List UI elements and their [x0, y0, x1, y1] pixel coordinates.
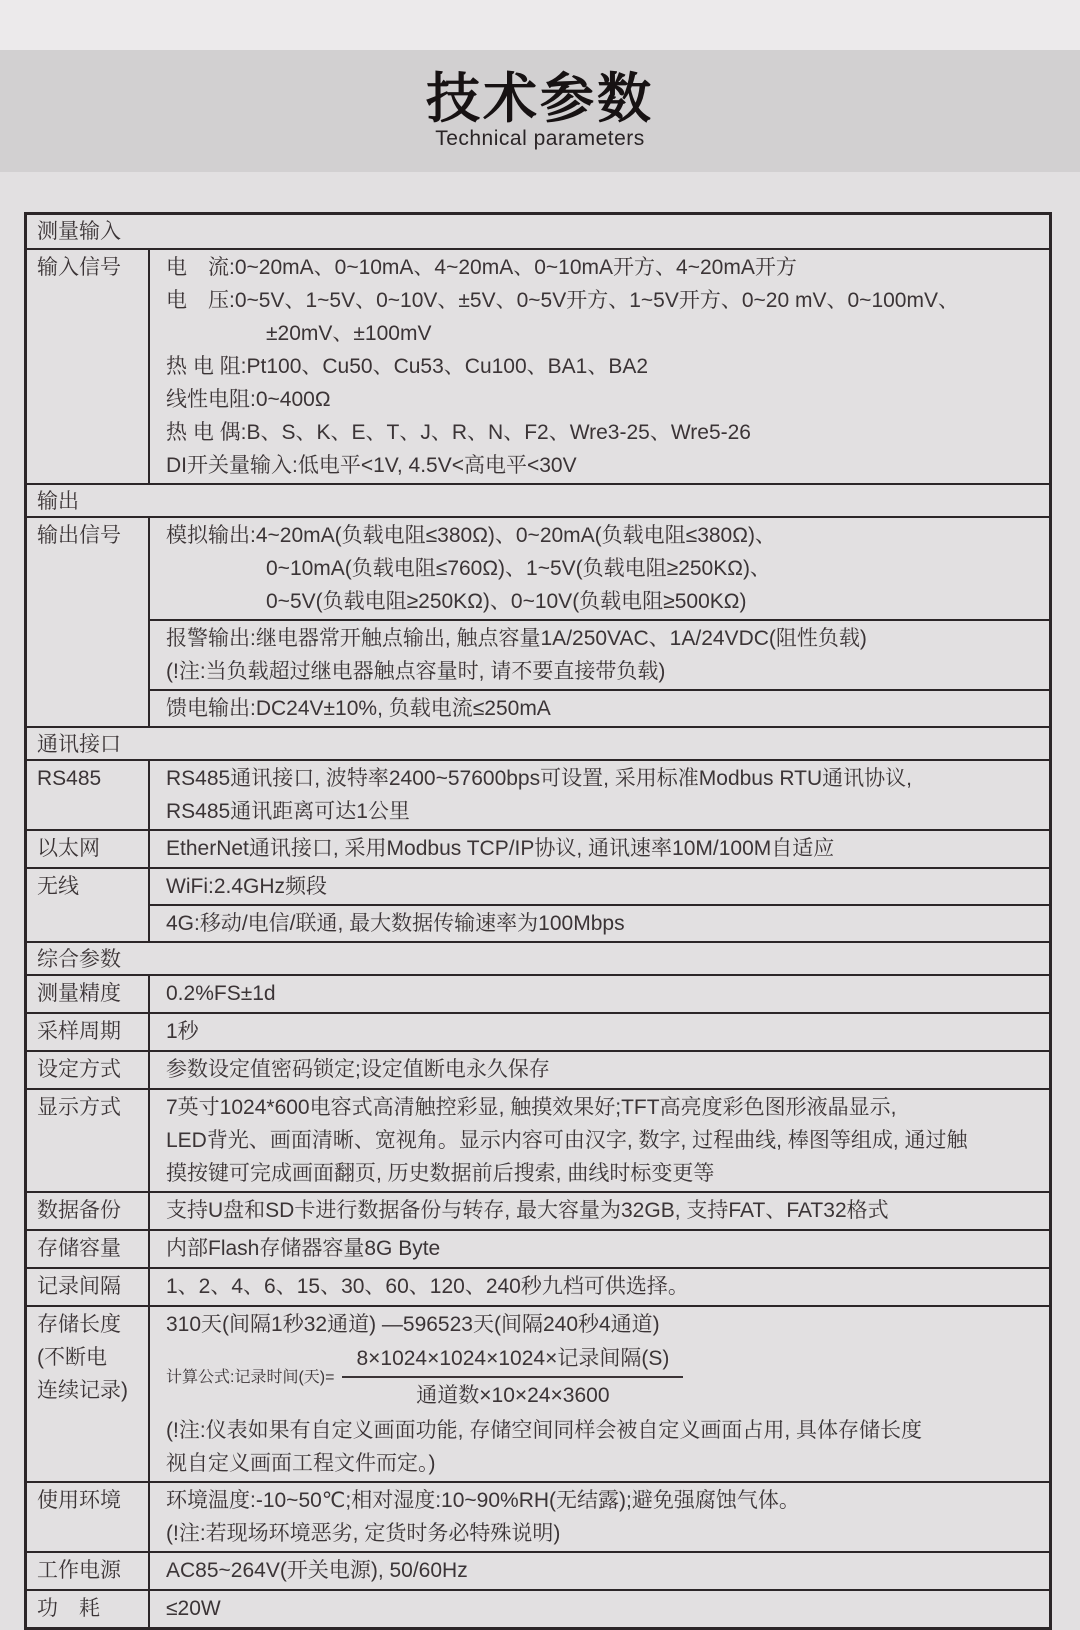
row-content-environment — [150, 1483, 1049, 1551]
row-label-backup: 数据备份 — [27, 1193, 150, 1229]
text-line: 0~5V(负载电阻≥250KΩ)、0~10V(负载电阻≥500KΩ) — [266, 590, 747, 613]
text-line: RS485通讯接口, 波特率2400~57600bps可设置, 采用标准Modbus RTU通讯协议, — [166, 767, 912, 790]
label-line: 连续记录) — [37, 1379, 128, 1402]
row-label-wireless: 无线 — [27, 869, 150, 941]
title-band — [0, 50, 1080, 172]
row-label-capacity: 存储容量 — [27, 1231, 150, 1267]
row-label-input-signal: 输入信号 — [27, 250, 150, 483]
row-label-accuracy: 测量精度 — [27, 976, 150, 1012]
label-line: 存储长度 — [37, 1313, 121, 1336]
spec-row-backup — [27, 1191, 1049, 1229]
text-line: 电 压:0~5V、1~5V、0~10V、±5V、0~5V开方、1~5V开方、0~20 mV、0~100mV、 — [166, 289, 959, 312]
row-label-power: 工作电源 — [27, 1553, 150, 1589]
text-line: 310天(间隔1秒32通道) —596523天(间隔240秒4通道) — [166, 1313, 660, 1336]
section-row-measure-input: 测量输入 — [37, 220, 121, 243]
subcell-feed-output — [150, 689, 1049, 726]
text-line: 环境温度:-10~50℃;相对湿度:10~90%RH(无结露);避免强腐蚀气体。 — [166, 1489, 800, 1512]
row-content-rs485 — [150, 761, 1049, 829]
text-line: 1、2、4、6、15、30、60、120、240秒九档可供选择。 — [166, 1275, 689, 1298]
text-line: 视自定义画面工程文件而定。) — [166, 1452, 436, 1475]
page-subtitle: Technical parameters — [435, 127, 645, 150]
row-label-environment: 使用环境 — [27, 1483, 150, 1551]
text-line: 模拟输出:4~20mA(负载电阻≤380Ω)、0~20mA(负载电阻≤380Ω)、 — [166, 524, 776, 547]
spec-row-wireless — [27, 867, 1049, 941]
row-label-storage-length — [27, 1307, 150, 1481]
text-line: 0~10mA(负载电阻≤760Ω)、1~5V(负载电阻≥250KΩ)、 — [266, 557, 771, 580]
text-line: 1秒 — [166, 1020, 199, 1043]
text-line: 7英寸1024*600电容式高清触控彩显, 触摸效果好;TFT高亮度彩色图形液晶显示, — [166, 1096, 897, 1119]
text-line: AC85~264V(开关电源), 50/60Hz — [166, 1559, 468, 1582]
text-line: 内部Flash存储器容量8G Byte — [166, 1237, 441, 1260]
text-line: 线性电阻:0~400Ω — [166, 388, 331, 411]
text-line: (!注:若现场环境恶劣, 定货时务必特殊说明) — [166, 1522, 561, 1545]
row-content-power — [150, 1553, 1049, 1589]
text-line: 热 电 阻:Pt100、Cu50、Cu53、Cu100、BA1、BA2 — [166, 355, 649, 378]
text-line: 电 流:0~20mA、0~10mA、4~20mA、0~10mA开方、4~20mA开方 — [166, 256, 797, 279]
text-line: 支持U盘和SD卡进行数据备份与转存, 最大容量为32GB, 支持FAT、FAT32格式 — [166, 1199, 889, 1222]
spec-table — [24, 212, 1052, 1630]
formula-numerator: 8×1024×1024×1024×记录间隔(S) — [342, 1345, 683, 1378]
row-label-consumption: 功 耗 — [27, 1591, 150, 1627]
spec-row-setting — [27, 1050, 1049, 1088]
row-content-wireless — [150, 869, 1049, 941]
subcell-wifi — [150, 869, 1049, 904]
text-line: LED背光、画面清晰、宽视角。显示内容可由汉字, 数字, 过程曲线, 棒图等组成, 通过触 — [166, 1129, 968, 1152]
row-label-setting: 设定方式 — [27, 1052, 150, 1088]
row-content-backup — [150, 1193, 1049, 1229]
row-content-input-signal — [150, 250, 1049, 483]
text-line: 参数设定值密码锁定;设定值断电永久保存 — [166, 1058, 550, 1081]
label-line: (不断电 — [37, 1346, 107, 1369]
row-content-capacity — [150, 1231, 1049, 1267]
spec-row-environment — [27, 1481, 1049, 1551]
row-content-consumption — [150, 1591, 1049, 1627]
text-line: EtherNet通讯接口, 采用Modbus TCP/IP协议, 通讯速率10M/100M自适应 — [166, 837, 835, 860]
text-line: WiFi:2.4GHz频段 — [166, 875, 328, 898]
row-label-ethernet: 以太网 — [27, 831, 150, 867]
spec-row-accuracy — [27, 974, 1049, 1012]
row-label-rs485: RS485 — [27, 761, 150, 829]
row-content-ethernet — [150, 831, 1049, 867]
spec-row-capacity — [27, 1229, 1049, 1267]
text-line: 4G:移动/电信/联通, 最大数据传输速率为100Mbps — [166, 912, 625, 935]
row-label-sampling: 采样周期 — [27, 1014, 150, 1050]
text-line: (!注:仪表如果有自定义画面功能, 存储空间同样会被自定义画面占用, 具体存储长度 — [166, 1419, 922, 1442]
text-line: 热 电 偶:B、S、K、E、T、J、R、N、F2、Wre3-25、Wre5-26 — [166, 421, 751, 444]
spec-row-interval — [27, 1267, 1049, 1305]
top-strip — [0, 0, 1080, 50]
spec-row-output-signal — [27, 516, 1049, 726]
spec-row-ethernet — [27, 829, 1049, 867]
row-content-output-signal — [150, 518, 1049, 726]
text-line: ±20mV、±100mV — [266, 322, 432, 345]
row-content-accuracy — [150, 976, 1049, 1012]
section-row-comm: 通讯接口 — [27, 726, 1049, 759]
formula-prefix: 计算公式:记录时间(天)= — [166, 1368, 335, 1386]
subcell-analog-output — [150, 518, 1049, 619]
row-content-sampling — [150, 1014, 1049, 1050]
formula-denominator: 通道数×10×24×3600 — [416, 1384, 610, 1407]
text-line: (!注:当负载超过继电器触点容量时, 请不要直接带负载) — [166, 660, 666, 683]
page-title: 技术参数 — [426, 69, 654, 129]
row-content-display — [150, 1090, 1049, 1191]
subcell-alarm-output — [150, 619, 1049, 689]
text-line: DI开关量输入:低电平<1V, 4.5V<高电平<30V — [166, 454, 577, 477]
spec-row-display — [27, 1088, 1049, 1191]
subcell-4g — [150, 904, 1049, 941]
text-line: 馈电输出:DC24V±10%, 负载电流≤250mA — [166, 697, 551, 720]
section-row-general: 综合参数 — [27, 941, 1049, 974]
formula-fraction — [342, 1345, 683, 1409]
text-line: 0.2%FS±1d — [166, 982, 276, 1005]
row-label-output-signal: 输出信号 — [27, 518, 150, 726]
section-row-output: 输出 — [27, 483, 1049, 516]
text-line: 摸按键可完成画面翻页, 历史数据前后搜索, 曲线时标变更等 — [166, 1162, 715, 1185]
spec-row-sampling — [27, 1012, 1049, 1050]
spec-row-input-signal — [27, 248, 1049, 483]
row-label-interval: 记录间隔 — [27, 1269, 150, 1305]
spec-row-rs485 — [27, 759, 1049, 829]
row-label-display: 显示方式 — [27, 1090, 150, 1191]
spec-row-storage-length — [27, 1305, 1049, 1481]
spec-row-consumption — [27, 1589, 1049, 1627]
text-line: 报警输出:继电器常开触点输出, 触点容量1A/250VAC、1A/24VDC(阻性负载) — [166, 627, 867, 650]
row-content-interval — [150, 1269, 1049, 1305]
spec-row-power — [27, 1551, 1049, 1589]
text-line: RS485通讯距离可达1公里 — [166, 800, 410, 823]
storage-formula — [166, 1345, 1041, 1409]
row-content-storage-length — [150, 1307, 1049, 1481]
text-line: ≤20W — [166, 1597, 221, 1620]
row-content-setting — [150, 1052, 1049, 1088]
